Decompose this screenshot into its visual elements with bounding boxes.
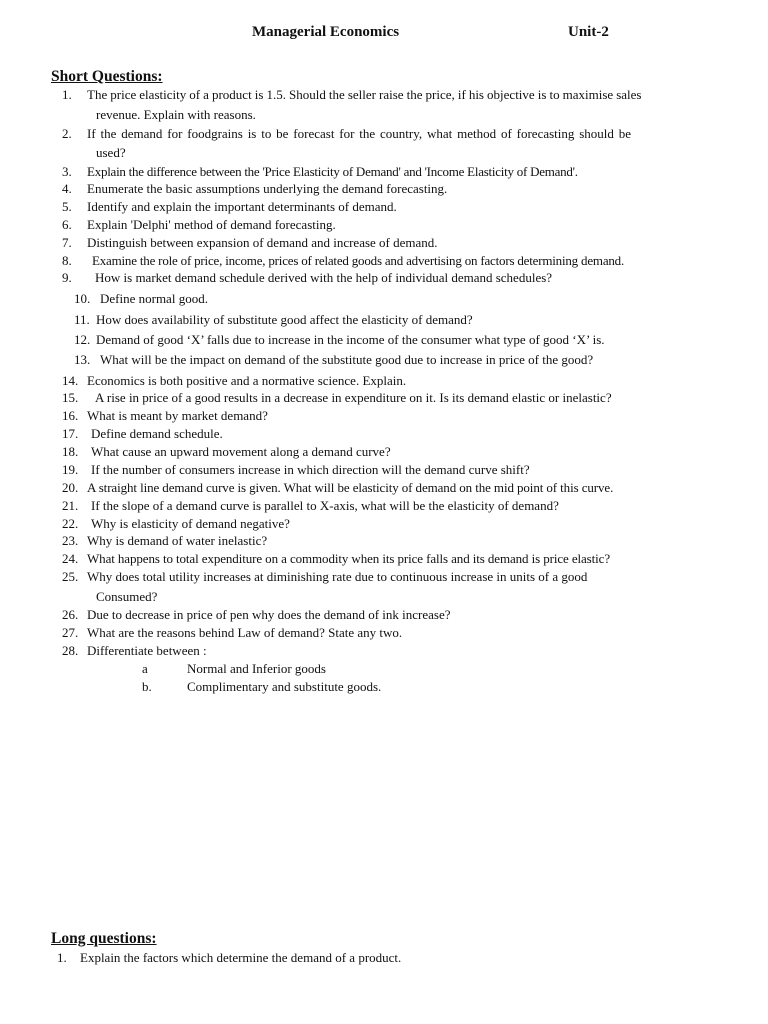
question-text: If the number of consumers increase in which direction will the demand curve shift? (91, 462, 530, 477)
question-text: If the demand for foodgrains is to be forecast for the country, what method of forecasting should be (87, 126, 632, 141)
question-text: Define demand schedule. (91, 426, 223, 441)
question-number: 27. (62, 625, 79, 640)
question-text: Why is elasticity of demand negative? (91, 516, 290, 531)
question-text: Why does total utility increases at diminishing rate due to continuous increase in units of a good (87, 569, 588, 584)
question-number: 14. (62, 373, 79, 388)
question-number: 11. (74, 312, 90, 327)
sub-item-text: Complimentary and substitute goods. (187, 679, 382, 694)
question-text: Due to decrease in price of pen why does the demand of ink increase? (87, 607, 451, 622)
question-number: 2. (62, 126, 72, 141)
question-text: How is market demand schedule derived with the help of individual demand schedules? (95, 270, 553, 285)
question-text: Economics is both positive and a normative science. Explain. (87, 373, 407, 388)
question-number: 6. (62, 217, 72, 232)
question-number: 17. (62, 426, 79, 441)
unit-label: Unit-2 (568, 24, 609, 40)
question-text: A straight line demand curve is given. What will be elasticity of demand on the mid point of this curve. (87, 480, 614, 495)
question-text: Distinguish between expansion of demand and increase of demand. (87, 235, 438, 250)
question-text-continuation: used? (96, 145, 126, 160)
sub-item-label: a (142, 661, 148, 676)
question-text: Explain the factors which determine the demand of a product. (80, 950, 402, 965)
long-questions-heading: Long questions: (51, 930, 157, 947)
question-text: If the slope of a demand curve is parallel to X-axis, what will be the elasticity of demand? (91, 498, 559, 513)
question-text-continuation: revenue. Explain with reasons. (96, 107, 256, 122)
question-number: 18. (62, 444, 79, 459)
question-number: 10. (74, 291, 91, 306)
question-number: 21. (62, 498, 79, 513)
question-number: 7. (62, 235, 72, 250)
question-number: 24. (62, 551, 79, 566)
sub-item-text: Normal and Inferior goods (187, 661, 326, 676)
question-number: 13. (74, 352, 91, 367)
question-text: What happens to total expenditure on a commodity when its price falls and its demand is price elastic? (87, 551, 611, 566)
question-number: 26. (62, 607, 79, 622)
question-number: 16. (62, 408, 79, 423)
question-text: Explain the difference between the 'Price Elasticity of Demand' and 'Income Elasticity of Demand'. (87, 164, 578, 179)
question-text-continuation: Consumed? (96, 589, 158, 604)
short-questions-heading: Short Questions: (51, 68, 163, 85)
question-number: 20. (62, 480, 79, 495)
question-text: Explain 'Delphi' method of demand forecasting. (87, 217, 336, 232)
question-text: How does availability of substitute good affect the elasticity of demand? (96, 312, 473, 327)
question-text: A rise in price of a good results in a decrease in expenditure on it. Is its demand elastic or inelastic? (95, 390, 612, 405)
question-number: 1. (62, 87, 72, 102)
question-text: What are the reasons behind Law of demand? State any two. (87, 625, 403, 640)
question-text: Demand of good ‘X’ falls due to increase in the income of the consumer what type of good ‘X’ is. (96, 332, 605, 347)
question-number: 22. (62, 516, 79, 531)
question-text: Differentiate between : (87, 643, 207, 658)
question-text: Examine the role of price, income, prices of related goods and advertising on factors determining demand. (92, 253, 625, 268)
sub-item-label: b. (142, 679, 152, 694)
question-text: Why is demand of water inelastic? (87, 533, 268, 548)
question-number: 15. (62, 390, 79, 405)
question-number: 3. (62, 164, 72, 179)
question-number: 4. (62, 181, 72, 196)
question-text: What is meant by market demand? (87, 408, 268, 423)
question-number: 19. (62, 462, 79, 477)
question-text: What will be the impact on demand of the substitute good due to increase in price of the good? (100, 352, 594, 367)
question-number: 8. (62, 253, 72, 268)
question-text: Define normal good. (100, 291, 208, 306)
question-number: 9. (62, 270, 72, 285)
question-number: 12. (74, 332, 91, 347)
question-text: Identify and explain the important determinants of demand. (87, 199, 397, 214)
question-number: 28. (62, 643, 79, 658)
question-number: 25. (62, 569, 79, 584)
question-text: The price elasticity of a product is 1.5. Should the seller raise the price, if his objective is to maximise sales (87, 87, 642, 102)
question-text: Enumerate the basic assumptions underlying the demand forecasting. (87, 181, 448, 196)
document-title: Managerial Economics (252, 24, 400, 40)
question-text: What cause an upward movement along a demand curve? (91, 444, 391, 459)
question-number: 23. (62, 533, 79, 548)
question-number: 1. (57, 950, 67, 965)
question-number: 5. (62, 199, 72, 214)
